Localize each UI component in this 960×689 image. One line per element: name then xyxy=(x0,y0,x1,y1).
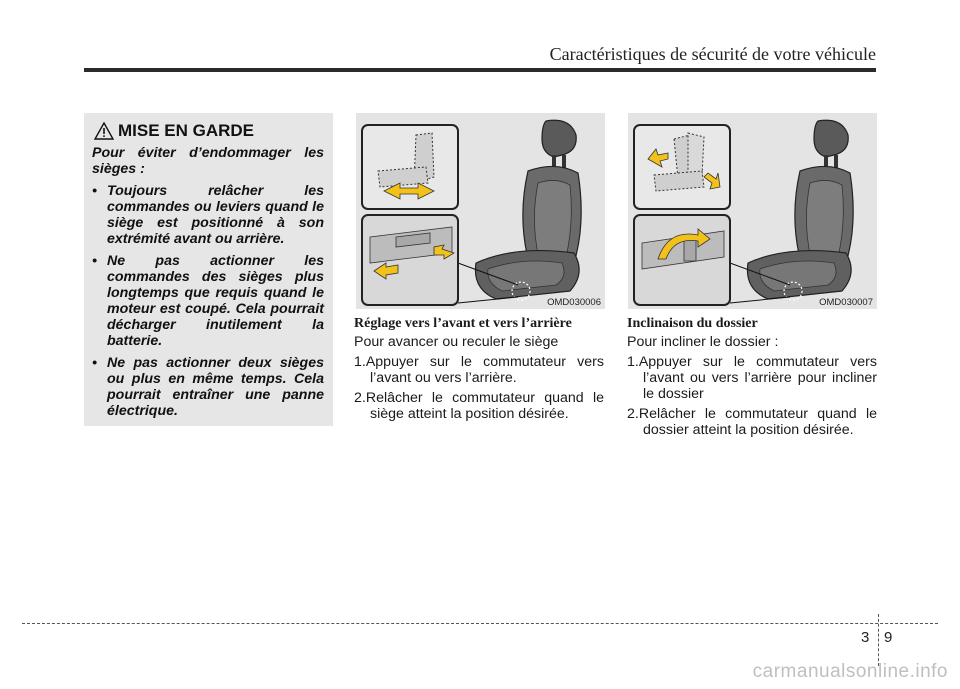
header-title: Caractéristiques de sécurité de votre véhicule xyxy=(549,44,876,64)
seat-illustration xyxy=(475,120,581,300)
warning-item: • Ne pas actionner les commandes des sièges plus longtemps que requis quand le moteur est coupé. Cela pourrait décharger inutilement la batterie. xyxy=(92,253,324,349)
warning-list xyxy=(92,183,324,419)
warning-box xyxy=(84,113,333,426)
warning-intro: Pour éviter d’endommager les sièges : xyxy=(92,145,324,177)
section-intro: Pour avancer ou reculer le siège xyxy=(354,334,559,350)
warning-body xyxy=(92,145,324,425)
section-steps xyxy=(354,354,604,422)
seat-illustration xyxy=(747,120,853,300)
step-item: 2.Relâcher le commutateur quand le dossier atteint la position désirée. xyxy=(627,406,877,438)
warning-triangle-icon xyxy=(94,122,114,140)
footer-divider xyxy=(878,614,879,666)
inset-switch-diagram xyxy=(634,215,730,305)
step-item: 1.Appuyer sur le commutateur vers l’avant ou vers l’arrière pour incliner le dossier xyxy=(627,354,877,402)
figure-seat-slide xyxy=(356,113,605,309)
seatback-recline-illustration xyxy=(628,113,877,309)
section-seatback-recline xyxy=(627,316,877,442)
section-seat-slide xyxy=(354,316,604,426)
inset-switch-diagram xyxy=(362,215,458,305)
header-rule xyxy=(84,68,876,72)
page-number: 9 xyxy=(884,629,893,646)
warning-item: • Toujours relâcher les commandes ou leviers quand le siège est positionné à son extrémité avant ou arrière. xyxy=(92,183,324,247)
inset-seat-diagram xyxy=(362,125,458,209)
figure-code: OMD030007 xyxy=(819,297,873,308)
step-item: 2.Relâcher le commutateur quand le siège atteint la position désirée. xyxy=(354,390,604,422)
warning-heading xyxy=(94,121,254,141)
footer-rule xyxy=(22,623,938,624)
section-heading: Inclinaison du dossier xyxy=(627,316,758,331)
seat-slide-illustration xyxy=(356,113,605,309)
chapter-number: 3 xyxy=(861,629,870,646)
inset-seat-diagram xyxy=(634,125,730,209)
section-heading: Réglage vers l’avant et vers l’arrière xyxy=(354,316,572,331)
warning-item: • Ne pas actionner deux sièges ou plus en même temps. Cela pourrait entraîner une panne électrique. xyxy=(92,355,324,419)
section-intro: Pour incliner le dossier : xyxy=(627,334,779,350)
step-item: 1.Appuyer sur le commutateur vers l’avant ou vers l’arrière. xyxy=(354,354,604,386)
watermark: carmanualsonline.info xyxy=(752,661,948,682)
warning-title: MISE EN GARDE xyxy=(118,121,255,140)
figure-seatback-recline xyxy=(628,113,877,309)
section-steps xyxy=(627,354,877,438)
figure-code: OMD030006 xyxy=(547,297,601,308)
